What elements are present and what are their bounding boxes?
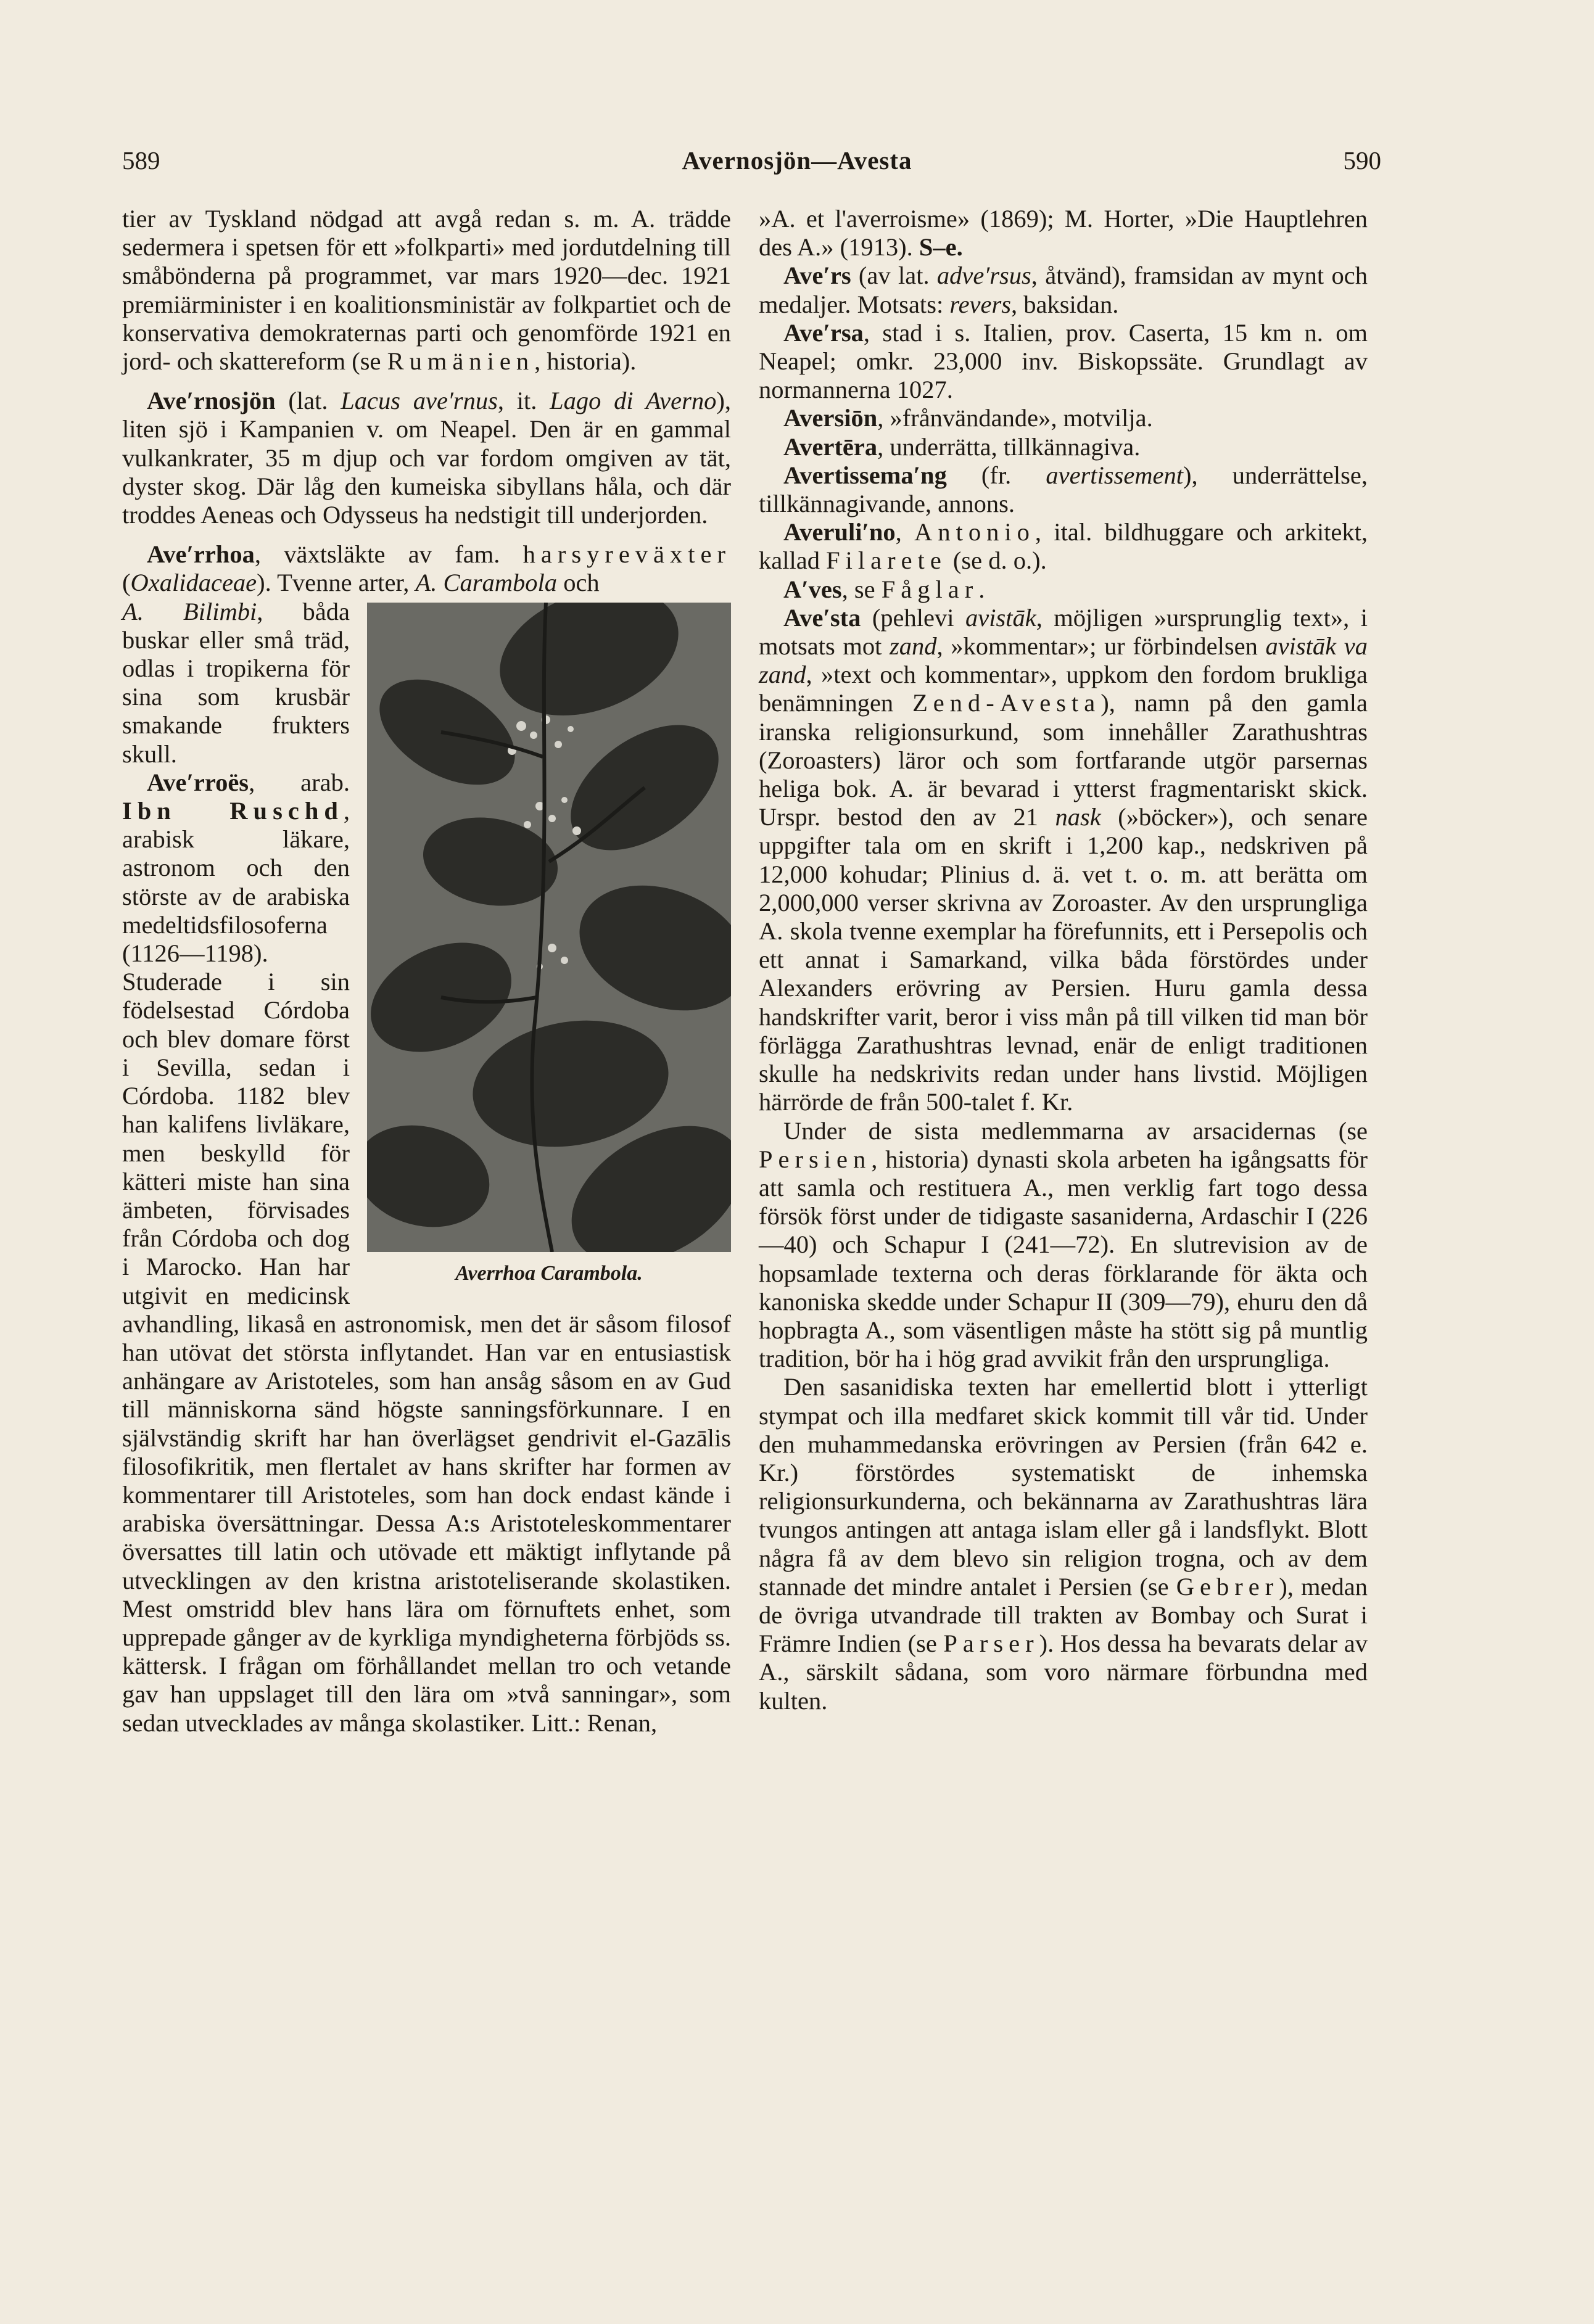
entry-avesta: Ave′sta (pehlevi avistāk, möjligen »ursprunglig text», i motsats mot zand, »kommentar»; ur förbindelsen avistāk va zand, »text och kommentar», uppkom den fordom brukliga benämningen Zend-Avesta), namn på den gamla iranska religionsurkund, som innehåller Zarathushtras (Zoroasters) läror och som fortfarande utgör parsernas heliga bok. A. är bevarad i ytterst fragmentariskt skick. Urspr. bestod den av 21 nask (»böcker»), och senare uppgifter tala om en skrift i 1,200 kap., nedskriven på 12,000 kohudar; Plinius d. ä. vet t. o. m. att berätta om 2,000,000 verser skrivna av Zoroaster. Av den ursprungliga A. skola tvenne exemplar ha förefunnits, ett i Persepolis och ett annat i Samarkand, vilka båda förstördes under Alexanders erövring av Persien. Huru gamla dessa handskrifter varit, beror i viss mån på till vilken tid man bör förlägga Zarathushtras levnad, enär de enligt traditionen skulle ha nedskrivits redan under hans livstid. Möjligen härrörde de från 500-talet f. Kr.: [759, 603, 1368, 1116]
running-title: Avernosjön—Avesta: [682, 146, 912, 175]
page-number-right: 590: [1343, 146, 1381, 175]
entry-aves: A′ves, se Fåglar.: [783, 575, 985, 603]
avesta-paragraph-3: Den sasanidiska texten har emellertid blott i ytterligt stympat och illa medfaret skick kommit till vår tid. Under den muhammedanska erövringen av Persien (från 642 e. Kr.) förstördes systematiskt de inhemska religionsurkunderna, och bekännarna av Zarathushtras lära tvungos antingen att antaga islam eller gå i landsflykt. Blott några få av dem blevo sin religion trogna, och av dem stannade det mindre antalet i Persien (se Gebrer), medan de övriga utvandrade till trakten av Bombay och Surat i Främre Indien (se Parser). Hos dessa ha bevarats delar av A., särskilt sådana, som voro närmare förbundna med kulten.: [759, 1373, 1368, 1715]
author-signature: S–e.: [919, 233, 963, 262]
entry-aversa: Ave′rsa, stad i s. Italien, prov. Caserta, 15 km n. om Neapel; omkr. 23,000 inv. Biskopssäte. Grundlagt av normannerna 1027.: [759, 318, 1368, 404]
entry-term: Ave′rrhoa: [147, 540, 255, 569]
entry-avertissemang: Avertissema′ng (fr. avertissement), underrättelse, tillkännagivande, annons.: [759, 461, 1368, 518]
entry-avertera: Avertēra, underrätta, tillkännagiva.: [783, 432, 1141, 461]
entry-continuation: tier av Tyskland nödgad att avgå redan s. m. A. trädde sedermera i spetsen för ett »folkparti» med jordutdelning till småbönderna på programmet, var mars 1920—dec. 1921 premiärminister i en koalitionsministär av folkpartiet och de konservativa demokraternas parti och genomförde 1921 en jord- och skattereform (se Rumänien, historia).: [122, 205, 731, 376]
figure-averrhoa: [367, 603, 731, 1296]
plant-photo: [367, 603, 731, 1252]
entry-averroes: Ave′rroës, arab. Ibn Ruschd, arabisk läkare, astronom och den störste av de arabiska medeltidsfilosoferna (1126—1198). Studerade i sin födelsestad Córdoba och blev domare först i Sevilla, sedan i Córdoba. 1182 blev han kalifens livläkare, men beskylld för kätteri miste han sina ämbeten, förvisades från Córdoba och dog i Marocko. Han har utgivit en medicinsk avhandling, likaså en astronomisk, men det är såsom filosof han utövat det största inflytandet. Han var en entusiastisk anhängare av Aristoteles, som han ansåg såsom en av Gud till människorna sänd högste sanningsförkunnare. I en självständig skrift har han överlägset gendrivit el-Gazālis filosofikritik, men flertalet av hans skrifter har formen av kommentarer till Aristoteles, som han dock endast kände i arabiska översättningar. Dessa A:s Aristoteleskommentarer översattes till latin och utövade ett mäktigt inflytande på utvecklingen av den kristna aristoteliserande skolastiken. Mest omstridd blev hans lära om förnuftets enhet, som upprepade gånger av de kyrkliga myndigheterna förbjöds ss. kättersk. I frågan om förhållandet mellan tro och vetande gav han uppslaget till den lära om »två sanningar», som sedan utvecklades av många skolastiker. Litt.: Renan,: [122, 768, 731, 1737]
page-number-left: 589: [122, 146, 160, 175]
figure-caption: Averrhoa Carambola.: [455, 1261, 643, 1285]
entry-continuation-right: »A. et l'averroisme» (1869); M. Horter, »Die Hauptlehren des A.» (1913). S–e.: [759, 205, 1368, 262]
entry-aversion: Aversiōn, »frånvändande», motvilja.: [783, 404, 1153, 432]
entry-averrhoa: Ave′rrhoa, växtsläkte av fam. harsyreväxter (Oxalidaceae). Tvenne arter, A. Carambola och: [122, 540, 731, 597]
entry-averulino: Averuli′no, Antonio, ital. bildhuggare och arkitekt, kallad Filarete (se d. o.).: [759, 518, 1368, 575]
entry-term: Ave′rnosjön: [147, 387, 276, 415]
avesta-paragraph-2: Under de sista medlemmarna av arsacidernas (se Persien, historia) dynasti skola arbeten ha igångsatts för att samla och restituera A., men verklig fart togo dessa försök först under de tidigaste sasaniderna, Ardaschir I (226—40) och Schapur I (241—72). En slutrevision av de hopsamlade texterna och deras förklarande för äkta och kanoniska skedde under Schapur II (309—79), ehuru den då hopbragta A., som väsentligen måste ha stött sig på muntlig tradition, bör ha i hög grad avvikit från den ursprungliga.: [759, 1116, 1368, 1373]
entry-avernosjon: Ave′rnosjön (lat. Lacus ave′rnus, it. Lago di Averno), liten sjö i Kampanien v. om Neapel. Den är en gammal vulkankrater, 35 m djup och var fordom omgiven av tät, dyster skog. Där låg den kumeiska sibyllans håla, och där troddes Aeneas och Odysseus ha nedstigit till underjorden.: [122, 387, 731, 529]
left-column: tier av Tyskland nödgad att avgå redan s. m. A. trädde sedermera i spetsen för ett »folkparti» med jordutdelning till småbönderna på programmet, var mars 1920—dec. 1921 premiärminister i en koalitionsministär av folkpartiet och de konservativa demokraternas parti och genomförde 1921 en jord- och skattereform (se Rumänien, historia). Ave′rnosjön (lat. Lacus ave′rnus, it. Lago di Averno), liten sjö i Kampanien v. om Neapel. Den är en gammal vulkankrater, 35 m djup och var fordom omgiven av tät, dyster skog. Där låg den kumeiska sibyllans håla, och där troddes Aeneas och Odysseus ha nedstigit till underjorden. Ave′rrhoa, växtsläkte av fam. harsyreväxter (Oxalidaceae). Tvenne arter, A. Carambola och Averrhoa Carambola. A. Bilimbi, båda buskar eller små träd, odlas i tropikerna för sina som krusbär smakande frukters skull. Ave′rroës, arab. Ibn Ruschd, arabisk läkare, astronom och den störste av de arabiska medeltidsfilosoferna (1126—1198). Studerade i sin födelsestad Córdoba och blev domare först i Sevilla, sedan i Córdoba. 1182 blev han kalifens livläkare, men beskylld för kätteri miste han sina ämbeten, förvisades från Córdoba och dog i Marocko. Han har utgivit en medicinsk avhandling, likaså en astronomisk, men det är såsom filosof han utövat det största inflytandet. Han var en entusiastisk anhängare av Aristoteles, som han ansåg såsom en av Gud till människorna sänd högste sanningsförkunnare. I en självständig skrift har han överlägset gendrivit el-Gazālis filosofikritik, men flertalet av hans skrifter har formen av kommentarer till Aristoteles, som han dock endast kände i arabiska översättningar. Dessa A:s Aristoteleskommentarer översattes till latin och utövade ett mäktigt inflytande på utvecklingen av den kristna aristoteliserande skolastiken. Mest omstridd blev hans lära om förnuftets enhet, som upprepade gånger av de kyrkliga myndigheterna förbjöds ss. kättersk. I frågan om förhållandet mellan tro och vetande gav han uppslaget till den lära om »två sanningar», som sedan utvecklades av många skolastiker. Litt.: Renan,: [122, 205, 731, 1737]
entry-term: Ave′rroës: [147, 768, 249, 796]
entry-avers: Ave′rs (av lat. adve′rsus, åtvänd), framsidan av mynt och medaljer. Motsats: revers, baksidan.: [759, 262, 1368, 318]
right-column: [759, 205, 1368, 1715]
